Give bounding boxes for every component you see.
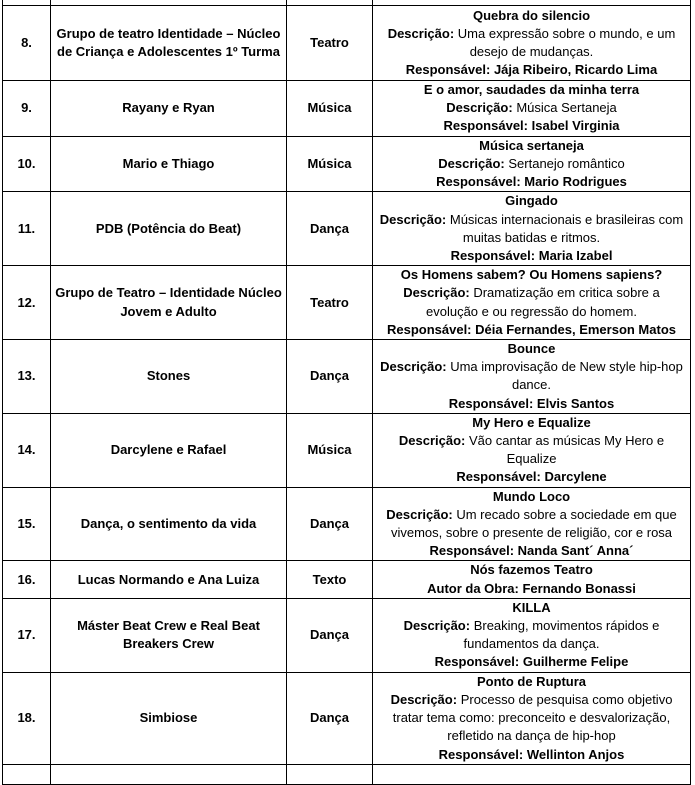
presentation-credit (379, 61, 684, 79)
table-row (3, 561, 691, 598)
description-text: Processo de pesquisa como objetivo tratar tema como: preconceito e desvalorização, refletido na dança de hip-hop (392, 691, 673, 744)
presentation-title: Mundo Loco (492, 488, 571, 504)
credit-name: Isabel Virginia (531, 118, 620, 134)
table-row (3, 266, 691, 340)
table-row (3, 340, 691, 414)
description-label: Descrição: (438, 155, 505, 171)
presentation-credit (379, 173, 684, 191)
presentation-credit (379, 468, 684, 486)
table-row (3, 6, 691, 81)
partial-cell (3, 764, 51, 784)
description-label: Descrição: (387, 25, 455, 41)
program-table (2, 0, 691, 785)
category: Música (287, 81, 373, 137)
credit-name: Wellinton Anjos (526, 746, 625, 762)
presentation-credit (379, 580, 684, 598)
credit-name: Mario Rodrigues (524, 174, 627, 190)
presentation-credit (379, 542, 684, 560)
presentation-cell (373, 487, 691, 561)
credit-label: Responsável: (436, 174, 521, 190)
presentation-cell (373, 413, 691, 487)
presentation-cell (373, 192, 691, 266)
description-text: Uma expressão sobre o mundo, e um desejo de mudanças. (457, 25, 676, 59)
row-number: 15. (3, 487, 51, 561)
table-row (3, 192, 691, 266)
credit-label: Responsável: (386, 321, 472, 337)
row-number: 16. (3, 561, 51, 598)
description-text: Música Sertaneja (516, 100, 617, 116)
presentation-credit (379, 117, 684, 135)
table-row (3, 487, 691, 561)
row-number: 14. (3, 413, 51, 487)
credit-label: Responsável: (456, 469, 541, 485)
credit-label: Responsável: (429, 543, 515, 559)
description-label: Descrição: (403, 618, 471, 634)
presentation-title: Bounce (507, 341, 556, 357)
group-name: Darcylene e Rafael (51, 413, 287, 487)
presentation-title: Nós fazemos Teatro (470, 562, 593, 578)
partial-cell (287, 764, 373, 784)
presentation-title: My Hero e Equalize (472, 414, 591, 430)
presentation-description (379, 617, 684, 653)
group-name: Lucas Normando e Ana Luiza (51, 561, 287, 598)
presentation-title: Gingado (505, 193, 558, 209)
credit-label: Responsável: (450, 247, 536, 263)
presentation-credit (379, 321, 684, 339)
partial-cell (373, 764, 691, 784)
category: Dança (287, 487, 373, 561)
credit-name: Elvis Santos (536, 395, 615, 411)
presentation-title: Música sertaneja (479, 137, 584, 153)
row-number: 12. (3, 266, 51, 340)
presentation-description (379, 358, 684, 394)
presentation-cell (373, 598, 691, 672)
credit-label: Responsável: (438, 746, 524, 762)
description-label: Descrição: (390, 691, 458, 707)
category: Texto (287, 561, 373, 598)
presentation-description (379, 211, 684, 247)
description-text: Vão cantar as músicas My Hero e Equalize (469, 433, 665, 467)
presentation-cell (373, 81, 691, 137)
presentation-credit (379, 247, 684, 265)
table-row (3, 413, 691, 487)
row-number: 13. (3, 340, 51, 414)
group-name: Dança, o sentimento da vida (51, 487, 287, 561)
table-row (3, 136, 691, 192)
category: Teatro (287, 266, 373, 340)
description-text: Uma improvisação de New style hip-hop dance. (450, 359, 683, 393)
credit-label: Responsável: (448, 395, 534, 411)
credit-name: Jája Ribeiro, Ricardo Lima (493, 62, 658, 78)
presentation-title: Os Homens sabem? Ou Homens sapiens? (400, 267, 663, 283)
description-text: Músicas internacionais e brasileiras com muitas batidas e ritmos. (449, 211, 684, 245)
description-label: Descrição: (398, 433, 466, 449)
category: Música (287, 413, 373, 487)
description-label: Descrição: (446, 100, 513, 116)
credit-name: Nanda Sant´ Anna´ (517, 543, 634, 559)
table-row-bottom-partial (3, 764, 691, 784)
row-number: 8. (3, 6, 51, 81)
presentation-description (379, 432, 684, 468)
presentation-title: Ponto de Ruptura (476, 673, 587, 689)
presentation-cell (373, 266, 691, 340)
group-name: Simbiose (51, 672, 287, 764)
category: Dança (287, 340, 373, 414)
presentation-title: E o amor, saudades da minha terra (423, 82, 640, 97)
presentation-cell (373, 6, 691, 81)
category: Dança (287, 672, 373, 764)
group-name: Grupo de teatro Identidade – Núcleo de Criança e Adolescentes 1º Turma (51, 6, 287, 81)
table-row (3, 672, 691, 764)
presentation-cell (373, 136, 691, 192)
table-row (3, 81, 691, 137)
presentation-description (379, 99, 684, 117)
credit-name: Déia Fernandes, Emerson Matos (475, 321, 676, 337)
presentation-credit (379, 395, 684, 413)
presentation-description (379, 284, 684, 320)
group-name: PDB (Potência do Beat) (51, 192, 287, 266)
row-number: 18. (3, 672, 51, 764)
presentation-description (379, 155, 684, 173)
credit-label: Responsável: (405, 62, 491, 78)
description-label: Descrição: (403, 285, 470, 301)
presentation-description (379, 691, 684, 746)
row-number: 17. (3, 598, 51, 672)
presentation-cell (373, 672, 691, 764)
group-name: Grupo de Teatro – Identidade Núcleo Jovem e Adulto (51, 266, 287, 340)
row-number: 10. (3, 136, 51, 192)
presentation-cell (373, 340, 691, 414)
group-name: Stones (51, 340, 287, 414)
credit-label: Responsável: (443, 118, 528, 134)
description-label: Descrição: (379, 211, 447, 227)
description-text: Dramatização em critica sobre a evolução e ou regressão do homem. (425, 285, 660, 319)
category: Dança (287, 598, 373, 672)
presentation-title: KILLA (512, 599, 551, 615)
row-number: 9. (3, 81, 51, 137)
partial-cell (51, 764, 287, 784)
presentation-credit (379, 653, 684, 671)
credit-name: Guilherme Felipe (522, 654, 629, 670)
presentation-title: Quebra do silencio (472, 7, 591, 23)
description-label: Descrição: (386, 506, 453, 522)
description-text: Um recado sobre a sociedade em que vivemos, sobre o presente de religião, cor e rosa (390, 506, 677, 541)
description-text: Sertanejo romântico (508, 155, 625, 171)
credit-name: Maria Izabel (538, 247, 613, 263)
category: Teatro (287, 6, 373, 81)
credit-name: Darcylene (544, 469, 607, 485)
table-row (3, 598, 691, 672)
row-number: 11. (3, 192, 51, 266)
presentation-description (379, 25, 684, 61)
presentation-description (379, 506, 684, 542)
category: Dança (287, 192, 373, 266)
group-name: Máster Beat Crew e Real Beat Breakers Crew (51, 598, 287, 672)
credit-label: Autor da Obra: (427, 580, 519, 596)
credit-label: Responsável: (434, 654, 520, 670)
description-text: Breaking, movimentos rápidos e fundamentos da dança. (463, 618, 660, 652)
presentation-cell (373, 561, 691, 598)
credit-name: Fernando Bonassi (522, 580, 636, 596)
description-label: Descrição: (380, 359, 447, 375)
group-name: Mario e Thiago (51, 136, 287, 192)
category: Música (287, 136, 373, 192)
group-name: Rayany e Ryan (51, 81, 287, 137)
presentation-credit (379, 746, 684, 764)
